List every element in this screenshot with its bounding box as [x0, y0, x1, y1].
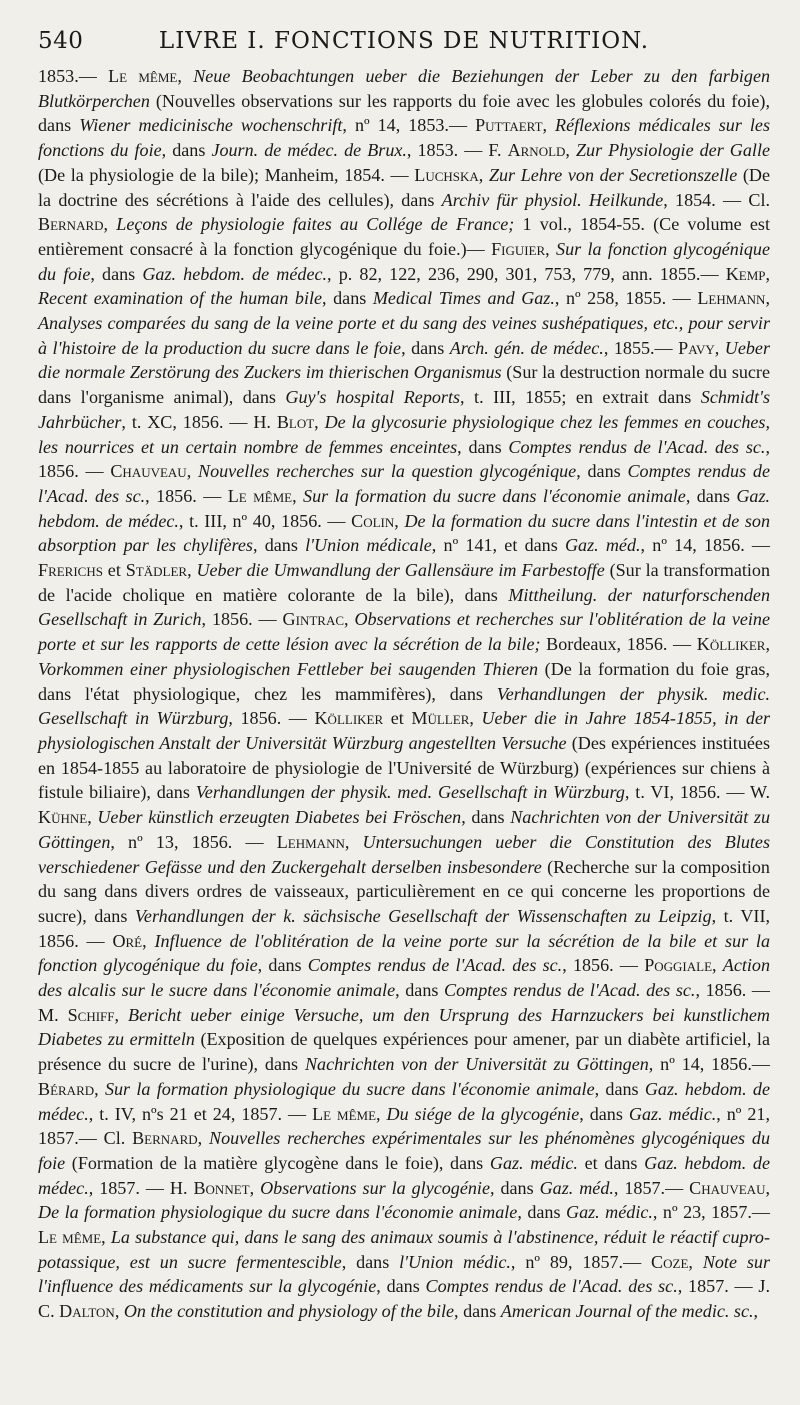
reference-citation: , t. VII, 1856. —	[38, 905, 771, 951]
reference-lead: F.	[488, 140, 508, 161]
reference-details: , dans	[594, 1078, 645, 1099]
reference-details: , dans	[685, 485, 737, 506]
reference-details: , dans	[517, 1202, 566, 1223]
reference-details: , dans	[454, 1301, 501, 1322]
reference-separator: ,	[545, 238, 557, 259]
reference-citation: , 1856. —	[38, 436, 770, 482]
reference-citation: , t. VI, 1856. —	[624, 782, 751, 803]
reference-title: Sur la fonction glycogénique du foie	[38, 238, 770, 284]
reference-details: , dans	[461, 807, 511, 828]
reference-title: Nouvelles recherches expérimentales sur les phénomènes glycogéniques du foie	[38, 1128, 771, 1173]
reference-author: Lehmann	[697, 288, 766, 309]
reference-title: Leçons de physiologie faites au Collége de France;	[116, 214, 515, 235]
reference-title: Sur la formation du sucre dans l'économie animale	[303, 485, 686, 506]
reference-lead: 1853.—	[38, 66, 109, 86]
reference-title: Ueber die in Jahre 1854-1855, in der physiologischen Anstalt der Universität Würzburg angestellten Versuche	[38, 708, 771, 753]
reference-publication: Journ. de médec. de Brux.	[211, 140, 407, 161]
reference-author: Blot	[276, 411, 315, 432]
reference-separator: ,	[186, 461, 198, 482]
reference-separator: ,	[87, 807, 98, 828]
reference-title: On the constitution and physiology of the bile	[123, 1301, 455, 1322]
reference-title: Vorkommen einer physiologischen Fettleber bei saugenden Thieren	[38, 658, 539, 679]
reference-separator: ,	[187, 560, 197, 581]
reference-details: (De la doctrine des sécrétions à l'aide des cellules), dans	[38, 164, 771, 210]
reference-title: Ueber künstlich erzeugten Diabetes bei Fröschen	[97, 807, 462, 828]
reference-citation: , nº 21, 1857.—	[38, 1103, 770, 1149]
reference-author: Bernard	[132, 1128, 198, 1149]
reference-publication: l'Union médicale	[305, 535, 432, 556]
reference-publication: l'Union médic.	[399, 1251, 511, 1272]
reference-citation: , t. III, 1855; en extrait dans	[460, 387, 701, 408]
reference-citation: , nº 13, 1856. —	[110, 831, 277, 852]
reference-title: Gaz. méd.	[564, 535, 641, 556]
reference-title: Analyses comparées du sang de la veine porte et du sang des veines sushépatiques, etc., pour servir à l'histoire de la production du sucre dans le foie	[38, 313, 770, 358]
reference-author: Pavy	[678, 337, 715, 358]
reference-lead: W.	[750, 782, 770, 803]
reference-title: De la formation du sucre dans l'intestin et de son absorption par les chylifères	[38, 510, 771, 556]
reference-author: Le même	[227, 485, 293, 506]
reference-title: De la glycosurie physiologique chez les femmes en couches, les nourrices et un certain nombre de femmes enceintes	[38, 411, 771, 457]
reference-author: Müller	[411, 708, 470, 729]
reference-publication: Nachrichten von der Universität zu Göttingen	[38, 807, 770, 852]
reference-details: , dans	[579, 1103, 629, 1124]
reference-title: Zur Physiologie der Galle	[575, 140, 770, 161]
reference-publication: Archiv für physiol. Heilkunde	[441, 189, 664, 210]
reference-publication: Gaz. hebdom. de médec.	[142, 263, 328, 284]
reference-details: (Formation de la matière glycogène dans le foie), dans	[65, 1152, 490, 1173]
reference-separator: ,	[394, 510, 405, 531]
reference-entry	[38, 1005, 770, 1074]
reference-separator: ,	[376, 1103, 387, 1124]
reference-entry	[565, 535, 770, 555]
reference-separator: ,	[249, 1177, 261, 1198]
reference-publication: Gaz. hebdom. de médec.	[38, 485, 771, 531]
reference-citation: , 1857. —	[677, 1276, 759, 1297]
reference-separator: ,	[94, 1078, 105, 1099]
reference-lead: H.	[253, 411, 277, 432]
reference-title: Réflexions médicales sur les fonctions du foie	[38, 115, 771, 161]
reference-separator: ,	[344, 831, 363, 852]
reference-citation: et dans	[577, 1152, 645, 1173]
reference-publication: Guy's hospital Reports	[285, 387, 461, 408]
reference-separator: ,	[114, 1301, 124, 1322]
reference-citation: , t. IV, nºs 21 et 24, 1857. —	[88, 1103, 313, 1124]
reference-details: , dans	[376, 1276, 426, 1297]
reference-publication: Medical Times and Gaz.	[372, 288, 555, 309]
reference-separator: ,	[478, 164, 489, 185]
reference-title: Action des alcalis sur le sucre dans l'économie animale	[38, 955, 771, 1001]
reference-citation: , nº 14, 1856.—	[648, 1054, 770, 1075]
reference-title: Du siége de la glycogénie	[386, 1103, 580, 1124]
reference-title: Zur Lehre von der Secretionszelle	[488, 164, 738, 185]
reference-author: Luchska	[414, 164, 479, 185]
reference-details: , 1857. —	[88, 1177, 170, 1198]
reference-author: Kühne	[38, 807, 88, 828]
reference-publication: Gaz. méd.	[539, 1177, 614, 1198]
reference-publication: Arch. gén. de médec.	[449, 337, 604, 358]
reference-separator: ,	[142, 930, 155, 951]
reference-author: Coze	[651, 1251, 689, 1272]
reference-details: , dans	[576, 461, 628, 482]
reference-details: , dans	[90, 263, 143, 284]
reference-author: Poggiale	[644, 955, 713, 976]
reference-separator: ,	[292, 485, 304, 506]
reference-publication: Gaz. médic.	[489, 1152, 578, 1173]
reference-details: Bordeaux, 1856. —	[540, 634, 697, 655]
reference-details: , dans	[401, 337, 450, 358]
reference-author: Colin	[351, 510, 395, 531]
reference-author: Kölliker	[696, 634, 766, 655]
reference-author: Bernard	[38, 214, 104, 235]
reference-lead: H.	[169, 1177, 194, 1198]
reference-separator: ,	[197, 1128, 209, 1149]
reference-separator: ,	[765, 263, 771, 284]
reference-author: Frerichs	[38, 560, 103, 581]
reference-separator: ,	[469, 708, 482, 729]
reference-author: Gintrac	[282, 609, 345, 630]
reference-details: (Des expériences instituées en 1854-1855 au laboratoire de physiologie de l'Université de Würzburg) (expériences sur chiens à fistule biliaire), dans	[38, 732, 770, 803]
reference-author: Kölliker	[314, 708, 384, 729]
reference-entry	[170, 1178, 689, 1198]
reference-separator: ,	[765, 288, 770, 309]
reference-citation: , nº 141, et dans	[431, 535, 565, 556]
reference-publication: Mittheilung. der naturforschenden Gesellschaft in Zurich	[38, 584, 770, 630]
reference-author: Kemp	[725, 263, 766, 284]
reference-details: , dans	[322, 288, 373, 309]
reference-publication: Gaz. médic.	[628, 1103, 717, 1124]
reference-citation: , 1856. —	[145, 485, 228, 506]
reference-publication: Comptes rendus de l'Acad. des sc.	[444, 980, 696, 1001]
reference-details: , dans	[490, 1177, 540, 1198]
reference-citation: , 1856. —	[695, 980, 771, 1001]
reference-details: (Nouvelles observations sur les rapports du foie avec les globules colorés du foie), dans	[38, 90, 770, 136]
reference-citation: , p. 82, 122, 236, 290, 301, 753, 779, ann. 1855.—	[327, 263, 726, 284]
reference-citation: , 1853. —	[406, 140, 489, 161]
reference-publication: Verhandlungen der physik. med. Gesellschaft in Würzburg	[195, 782, 625, 803]
reference-details: , dans	[341, 1251, 400, 1272]
reference-details: (De la formation du foie gras, dans l'état physiologique, chez les mammifères), dans	[38, 658, 770, 704]
reference-details: , dans	[457, 436, 509, 457]
reference-details: (Sur la transformation de l'acide cholique en matière colorante de la bile), dans	[38, 560, 771, 605]
reference-separator: ,	[712, 955, 723, 976]
reference-publication: Gaz. hebdom. de médec.	[38, 1078, 770, 1124]
reference-citation: , 1857.—	[613, 1177, 690, 1198]
reference-title: Ueber die Umwandlung der Gallensäure im Farbestoffe	[196, 560, 605, 581]
reference-author: Chauveau	[689, 1177, 766, 1198]
running-head: LIVRE I. FONCTIONS DE NUTRITION.	[158, 28, 650, 54]
reference-title: Observations et recherches sur l'oblitération de la veine porte et sur les rapports de cette lésion avec la sécrétion de la bile;	[38, 609, 771, 655]
reference-publication: Comptes rendus de l'Acad. des sc.	[508, 436, 766, 457]
reference-author: Le même	[108, 66, 178, 86]
reference-separator: ,	[765, 1177, 770, 1198]
reference-title: Note sur l'influence des médicaments sur la glycogénie	[38, 1251, 770, 1297]
reference-separator: ,	[714, 337, 725, 358]
reference-publication: Gaz. médic.	[566, 1202, 653, 1223]
reference-citation: , nº 23, 1857.—	[652, 1202, 770, 1223]
reference-title: Gaz. hebdom. de médec.	[38, 1152, 770, 1198]
reference-details: , dans	[395, 980, 445, 1001]
reference-title: Bericht ueber einige Versuche, um den Ursprung des Harnzuckers bei kunstlichem Diabetes zu ermitteln	[38, 1004, 770, 1050]
page-number: 540	[38, 28, 84, 54]
reference-lead: M.	[38, 1004, 68, 1025]
reference-entry	[314, 708, 411, 728]
reference-lead: Cl.	[103, 1128, 133, 1149]
reference-details: , t. XC, 1856. —	[121, 411, 254, 432]
reference-citation: , 1856. —	[201, 609, 283, 630]
reference-title: Ueber die normale Zerstörung des Zuckers im thierischen Organismus	[38, 337, 770, 383]
reference-details: 1 vol., 1854-55. (Ce volume est entièrement consacré à la fonction glycogénique du foie.)—	[38, 214, 770, 259]
reference-citation: , 1854. —	[663, 189, 749, 210]
reference-publication: Comptes rendus de l'Acad. des sc.	[425, 1276, 678, 1297]
reference-author: Bonnet	[193, 1177, 250, 1198]
reference-details: , dans	[252, 535, 306, 556]
reference-separator: ,	[765, 634, 770, 655]
reference-title: Untersuchungen ueber die Constitution des Blutes verschiedener Gefässe und den Zuckergehalt derselben insbesondere	[38, 831, 771, 877]
reference-author: Puttaert	[475, 115, 543, 136]
reference-citation: , nº 258, 1855. —	[554, 288, 698, 309]
reference-citation: ,	[753, 1301, 759, 1322]
reference-details: , nº 14, 1856. —	[640, 535, 771, 556]
reference-citation: , 1856. —	[228, 708, 315, 729]
reference-author: Arnold	[507, 140, 566, 161]
bibliography-text	[38, 64, 770, 1324]
reference-separator: ,	[542, 115, 556, 136]
reference-title: Nouvelles recherches sur la question glycogénique	[198, 461, 577, 482]
reference-title: Neue Beobachtungen ueber die Beziehungen der Leber zu den farbigen Blutkörperchen	[38, 66, 771, 111]
reference-citation: , nº 14, 1853.—	[342, 115, 476, 136]
reference-details: (Sur la destruction normale du sucre dans l'organisme animal), dans	[38, 362, 770, 408]
reference-author: Bérard	[38, 1078, 95, 1099]
reference-separator: ,	[103, 214, 117, 235]
reference-publication: Comptes rendus de l'Acad. des sc.	[38, 461, 770, 506]
reference-lead: Cl.	[748, 189, 770, 210]
reference-publication: Verhandlungen der k. sächsische Gesellschaft der Wissenschaften zu Leipzig	[134, 905, 712, 926]
reference-separator: et	[383, 708, 412, 729]
reference-separator: ,	[688, 1251, 703, 1272]
reference-title: La substance qui, dans le sang des animaux soumis à l'abstinence, réduit le réactif cupro-potassique, est un sucre fermentescible	[38, 1227, 770, 1272]
reference-separator: ,	[344, 609, 355, 630]
reference-publication: Nachrichten von der Universität zu Göttingen	[304, 1054, 649, 1075]
reference-title: Influence de l'oblitération de la veine porte sur la sécrétion de la bile et sur la fonction glycogénique du foie	[38, 930, 770, 976]
reference-details: , dans	[161, 140, 212, 161]
reference-author: Le même	[38, 1227, 102, 1248]
reference-title: De la formation physiologique du sucre dans l'économie animale	[38, 1202, 518, 1223]
reference-publication: Wiener medicinische wochenschrift	[79, 115, 343, 136]
reference-lead: J. C.	[38, 1276, 770, 1322]
reference-separator: et	[102, 560, 126, 581]
reference-author: Städler	[125, 560, 188, 581]
reference-details: (Exposition de quelques expériences pour amener, par un diabète artificiel, la présence du sucre de l'urine), dans	[38, 1029, 770, 1075]
reference-author: Figuier	[491, 238, 546, 259]
reference-author: Le même	[312, 1103, 377, 1124]
reference-title: Observations sur la glycogénie	[260, 1177, 490, 1198]
reference-author: Chauveau	[110, 461, 187, 482]
reference-author: Lehmann	[276, 831, 345, 852]
reference-title: Recent examination of the human bile	[38, 288, 323, 309]
reference-separator: ,	[314, 411, 325, 432]
reference-citation: , 1855.—	[603, 337, 679, 358]
reference-separator: ,	[114, 1004, 129, 1025]
reference-separator: ,	[177, 66, 194, 86]
reference-citation: , t. III, nº 40, 1856. —	[178, 510, 352, 531]
reference-title: Sur la formation physiologique du sucre dans l'économie animale	[104, 1078, 595, 1099]
reference-citation: , 1856. —	[562, 955, 645, 976]
reference-citation: , nº 89, 1857.—	[510, 1251, 652, 1272]
reference-details: (Recherche sur la composition du sang dans divers ordres de vaisseaux, particulièrement en ce qui concerne les proportions de sucre), dans	[38, 856, 770, 926]
reference-publication: Verhandlungen der physik. medic. Gesellschaft in Würzburg	[38, 683, 771, 729]
reference-publication: American Journal of the medic. sc.	[500, 1301, 754, 1322]
reference-author: Oré	[112, 930, 143, 951]
page-header	[38, 28, 770, 62]
reference-author: Dalton	[59, 1301, 115, 1322]
reference-separator: ,	[565, 140, 576, 161]
reference-separator: ,	[101, 1227, 111, 1248]
reference-publication: Comptes rendus de l'Acad. des sc.	[307, 955, 563, 976]
reference-author: Schiff	[67, 1004, 115, 1025]
reference-details: , dans	[257, 955, 308, 976]
reference-title: Schmidt's Jahrbücher	[38, 387, 770, 432]
reference-details: (De la physiologie de la bile); Manheim, 1854. —	[38, 164, 415, 185]
reference-entry	[38, 560, 126, 580]
